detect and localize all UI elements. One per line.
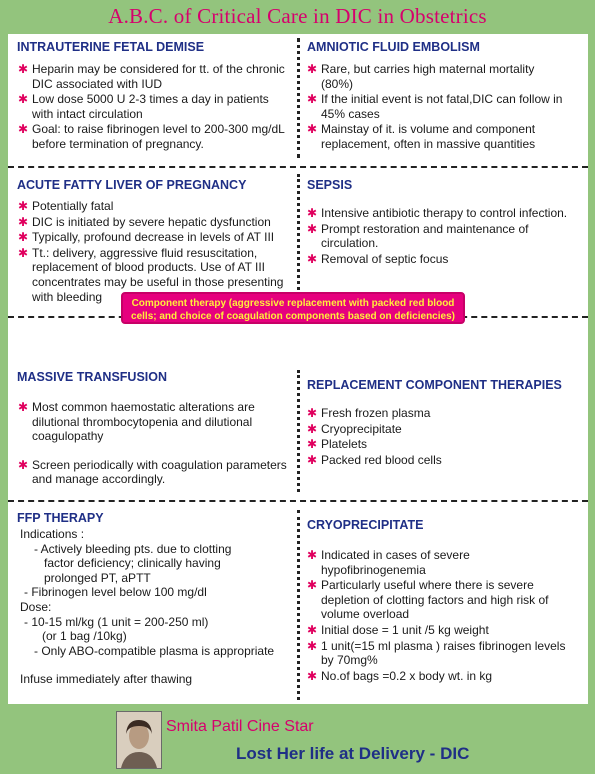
list-item: ✱ Most common haemostatic alterations are dilutional thrombocytopenia and dilutional coagulopathy: [18, 400, 255, 444]
ffp-line: Dose:: [20, 599, 52, 614]
portrait-photo: [116, 711, 162, 769]
sepsis-heading: SEPSIS: [307, 178, 353, 192]
afe-list: [307, 62, 569, 153]
asterisk-icon: ✱: [307, 622, 318, 637]
list-item: ✱ Removal of septic focus: [307, 251, 449, 266]
portrait-icon: [117, 712, 161, 768]
column-divider: [297, 510, 302, 700]
ffp-line: Infuse immediately after thawing: [20, 672, 193, 687]
asterisk-icon: ✱: [18, 214, 29, 229]
list-item: ✱ Intensive antibiotic therapy to control infection.: [307, 206, 568, 220]
list-item: ✱ Goal: to raise fibrinogen level to 200-300 mg/dL before termination of pregnancy.: [18, 122, 285, 151]
ffp-line: - 10-15 ml/kg (1 unit = 200-250 ml): [24, 614, 209, 629]
asterisk-icon: ✱: [307, 668, 318, 683]
list-item: ✱ Potentially fatal: [18, 199, 114, 213]
list-item: ✱ DIC is initiated by severe hepatic dysfunction: [18, 214, 271, 229]
asterisk-icon: ✱: [307, 406, 318, 420]
aflp-heading: ACUTE FATTY LIVER OF PREGNANCY: [17, 178, 247, 192]
asterisk-icon: ✱: [18, 122, 29, 137]
asterisk-icon: ✱: [18, 230, 29, 245]
asterisk-icon: ✱: [307, 206, 318, 220]
footer-line-1: Smita Patil Cine Star: [166, 718, 314, 735]
list-item: ✱ No.of bags =0.2 x body wt. in kg: [307, 668, 493, 683]
asterisk-icon: ✱: [307, 437, 318, 452]
asterisk-icon: ✱: [307, 62, 318, 76]
list-item: ✱ Indicated in cases of severe hypofibrinogenemia: [307, 548, 470, 577]
list-item: ✱ Screen periodically with coagulation parameters and manage accordingly.: [18, 457, 287, 487]
column-divider: [297, 370, 302, 492]
aflp-list: [18, 199, 294, 305]
ifd-list: [18, 62, 290, 153]
ffp-line: prolonged PT, aPTT: [44, 570, 151, 585]
content-panel: [8, 34, 588, 704]
asterisk-icon: ✱: [307, 578, 318, 593]
asterisk-icon: ✱: [18, 457, 29, 472]
mt-list: [18, 400, 290, 488]
list-item: ✱ Typically, profound decrease in levels of AT III: [18, 230, 275, 245]
list-item: ✱ Heparin may be considered for tt. of the chronic DIC associated with IUD: [18, 62, 285, 91]
footer-line-2: Lost Her life at Delivery - DIC: [236, 744, 470, 763]
ffp-line: - Actively bleeding pts. due to clotting: [34, 541, 232, 556]
list-item: ✱ Mainstay of it. is volume and component replacement, often in massive quantities: [307, 122, 536, 151]
cryo-heading: CRYOPRECIPITATE: [307, 518, 424, 532]
asterisk-icon: ✱: [307, 122, 318, 137]
list-item: ✱ Particularly useful where there is severe depletion of clotting factors and high risk of volume overload: [307, 578, 549, 622]
asterisk-icon: ✱: [307, 221, 318, 236]
page-title: A.B.C. of Critical Care in DIC in Obstetrics: [108, 4, 487, 28]
ffp-text: [20, 527, 274, 687]
asterisk-icon: ✱: [307, 548, 318, 562]
ffp-line: Indications :: [20, 527, 85, 541]
afe-heading: AMNIOTIC FLUID EMBOLISM: [307, 40, 480, 54]
list-item: ✱ Packed red blood cells: [307, 452, 442, 467]
list-item: ✱ Prompt restoration and maintenance of circulation.: [307, 221, 529, 251]
asterisk-icon: ✱: [18, 92, 29, 107]
asterisk-icon: ✱: [307, 421, 318, 436]
asterisk-icon: ✱: [307, 92, 318, 107]
ffp-line: (or 1 bag /10kg): [42, 629, 127, 644]
row-divider: [8, 500, 588, 502]
asterisk-icon: ✱: [307, 452, 318, 467]
list-item: ✱ Platelets: [307, 437, 368, 452]
cryo-list: [307, 548, 569, 684]
rct-list: [307, 406, 569, 468]
list-item: ✱ Cryoprecipitate: [307, 421, 402, 436]
ffp-line: - Fibrinogen level below 100 mg/dl: [24, 585, 207, 600]
asterisk-icon: ✱: [18, 62, 29, 76]
asterisk-icon: ✱: [307, 638, 318, 653]
ffp-heading: FFP THERAPY: [17, 511, 104, 525]
asterisk-icon: ✱: [18, 400, 29, 414]
ffp-line: factor deficiency; clinically having: [44, 556, 221, 571]
sepsis-list: [307, 206, 569, 267]
asterisk-icon: ✱: [307, 251, 318, 266]
list-item: ✱ 1 unit(=15 ml plasma ) raises fibrinogen levels by 70mg%: [307, 638, 566, 668]
list-item: ✱ If the initial event is not fatal,DIC can follow in 45% cases: [307, 92, 563, 121]
asterisk-icon: ✱: [18, 199, 29, 213]
list-item: ✱ Initial dose = 1 unit /5 kg weight: [307, 622, 489, 637]
column-divider: [297, 174, 302, 308]
list-item: ✱ Tt.: delivery, aggressive fluid resuscitation, replacement of blood products. Use of AT III concentrates may be useful in those presenting with bleeding: [18, 245, 284, 304]
mt-heading: MASSIVE TRANSFUSION: [17, 370, 168, 384]
column-divider: [297, 38, 302, 158]
ffp-line: - Only ABO-compatible plasma is appropriate: [34, 643, 275, 658]
ifd-heading: INTRAUTERINE FETAL DEMISE: [17, 40, 205, 54]
list-item: ✱ Low dose 5000 U 2-3 times a day in patients with intact circulation: [18, 92, 269, 121]
asterisk-icon: ✱: [18, 245, 29, 260]
list-item: ✱ Rare, but carries high maternal mortality (80%): [307, 62, 535, 91]
component-therapy-note: Component therapy (aggressive replacement with packed red blood cells; and choice of coagulation components based on deficiencies): [121, 292, 465, 324]
rct-heading: REPLACEMENT COMPONENT THERAPIES: [307, 378, 562, 392]
list-item: ✱ Fresh frozen plasma: [307, 406, 431, 420]
row-divider: [8, 166, 588, 168]
